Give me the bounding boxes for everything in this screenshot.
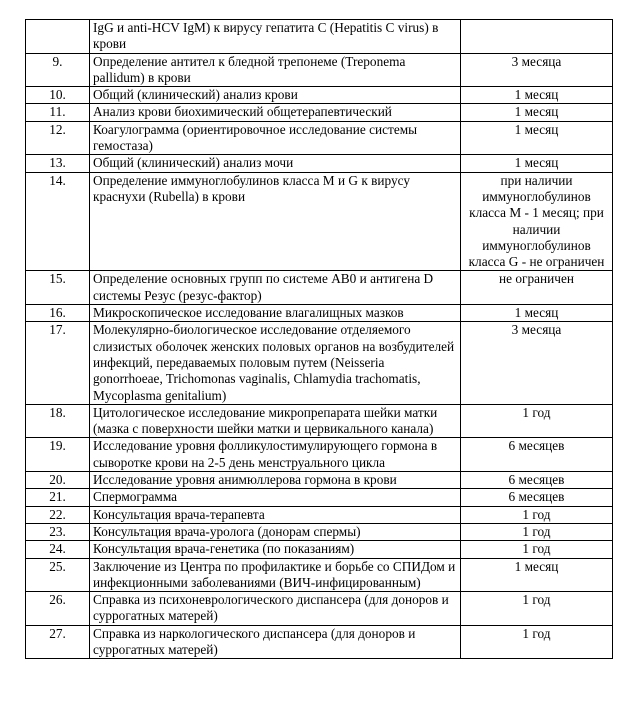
table-row bbox=[26, 523, 613, 540]
row-term: 1 месяц bbox=[461, 121, 613, 155]
row-number: 20. bbox=[26, 472, 90, 489]
row-term: при наличии иммуноглобулинов класса М - 1 месяц; при наличии иммуноглобулинов класса G - не ограничен bbox=[461, 172, 613, 271]
row-name: Консультация врача-уролога (донорам спермы) bbox=[90, 523, 461, 540]
row-term: 6 месяцев bbox=[461, 438, 613, 472]
row-term bbox=[461, 20, 613, 54]
row-name: Микроскопическое исследование влагалищных мазков bbox=[90, 305, 461, 322]
row-term: не ограничен bbox=[461, 271, 613, 305]
row-term: 1 год bbox=[461, 506, 613, 523]
row-term: 1 год bbox=[461, 592, 613, 626]
row-term: 1 месяц bbox=[461, 558, 613, 592]
analysis-validity-table bbox=[25, 19, 613, 659]
table-row bbox=[26, 506, 613, 523]
row-name: Определение антител к бледной трепонеме (Treponema pallidum) в крови bbox=[90, 53, 461, 87]
row-number: 21. bbox=[26, 489, 90, 506]
row-number: 9. bbox=[26, 53, 90, 87]
row-number: 22. bbox=[26, 506, 90, 523]
row-name: Цитологическое исследование микропрепарата шейки матки (мазка с поверхности шейки матки и цервикального канала) bbox=[90, 404, 461, 438]
row-number: 23. bbox=[26, 523, 90, 540]
table-row bbox=[26, 472, 613, 489]
table-row bbox=[26, 305, 613, 322]
row-name: Консультация врача-генетика (по показаниям) bbox=[90, 541, 461, 558]
row-term: 3 месяца bbox=[461, 322, 613, 404]
row-name: Определение иммуноглобулинов класса М и G к вирусу краснухи (Rubella) в крови bbox=[90, 172, 461, 271]
row-number: 10. bbox=[26, 87, 90, 104]
row-name: Справка из наркологического диспансера (для доноров и суррогатных матерей) bbox=[90, 625, 461, 659]
row-number: 25. bbox=[26, 558, 90, 592]
row-number: 27. bbox=[26, 625, 90, 659]
row-name: Общий (клинический) анализ мочи bbox=[90, 155, 461, 172]
table-row bbox=[26, 625, 613, 659]
row-name: Молекулярно-биологическое исследование отделяемого слизистых оболочек женских половых органов на возбудителей инфекций, передаваемых половым путем (Neisseria gonorrhoeae, Trichomonas vaginalis, Chlamydia trachomatis, Mycoplasma genitalium) bbox=[90, 322, 461, 404]
row-term: 1 месяц bbox=[461, 155, 613, 172]
row-number: 17. bbox=[26, 322, 90, 404]
row-name: Общий (клинический) анализ крови bbox=[90, 87, 461, 104]
row-name: Анализ крови биохимический общетерапевтический bbox=[90, 104, 461, 121]
table-row bbox=[26, 558, 613, 592]
row-number: 26. bbox=[26, 592, 90, 626]
table-row bbox=[26, 271, 613, 305]
row-term: 1 год bbox=[461, 541, 613, 558]
row-term: 1 год bbox=[461, 523, 613, 540]
row-term: 1 год bbox=[461, 625, 613, 659]
table-row bbox=[26, 322, 613, 404]
row-term: 1 год bbox=[461, 404, 613, 438]
table-row bbox=[26, 489, 613, 506]
row-name: Справка из психоневрологического диспансера (для доноров и суррогатных матерей) bbox=[90, 592, 461, 626]
row-number: 18. bbox=[26, 404, 90, 438]
table-row bbox=[26, 104, 613, 121]
row-number bbox=[26, 20, 90, 54]
table-row bbox=[26, 592, 613, 626]
row-number: 19. bbox=[26, 438, 90, 472]
row-number: 24. bbox=[26, 541, 90, 558]
row-term: 1 месяц bbox=[461, 87, 613, 104]
table-row bbox=[26, 172, 613, 271]
row-name: IgG и anti-HCV IgM) к вирусу гепатита С (Hepatitis C virus) в крови bbox=[90, 20, 461, 54]
table-row bbox=[26, 404, 613, 438]
row-term: 1 месяц bbox=[461, 104, 613, 121]
table-row bbox=[26, 438, 613, 472]
table-row bbox=[26, 121, 613, 155]
row-name: Спермограмма bbox=[90, 489, 461, 506]
row-number: 13. bbox=[26, 155, 90, 172]
row-name: Исследование уровня анимюллерова гормона в крови bbox=[90, 472, 461, 489]
row-number: 11. bbox=[26, 104, 90, 121]
table-row bbox=[26, 87, 613, 104]
table-row bbox=[26, 20, 613, 54]
row-number: 16. bbox=[26, 305, 90, 322]
row-name: Исследование уровня фолликулостимулирующего гормона в сыворотке крови на 2-5 день менструального цикла bbox=[90, 438, 461, 472]
row-name: Определение основных групп по системе АВ0 и антигена D системы Резус (резус-фактор) bbox=[90, 271, 461, 305]
table-body bbox=[26, 20, 613, 659]
row-term: 3 месяца bbox=[461, 53, 613, 87]
row-number: 15. bbox=[26, 271, 90, 305]
row-term: 1 месяц bbox=[461, 305, 613, 322]
table-row bbox=[26, 541, 613, 558]
table-row bbox=[26, 53, 613, 87]
table-row bbox=[26, 155, 613, 172]
row-number: 12. bbox=[26, 121, 90, 155]
row-name: Консультация врача-терапевта bbox=[90, 506, 461, 523]
row-term: 6 месяцев bbox=[461, 472, 613, 489]
row-name: Коагулограмма (ориентировочное исследование системы гемостаза) bbox=[90, 121, 461, 155]
row-number: 14. bbox=[26, 172, 90, 271]
row-name: Заключение из Центра по профилактике и борьбе со СПИДом и инфекционными заболеваниями (ВИЧ-инфицированным) bbox=[90, 558, 461, 592]
row-term: 6 месяцев bbox=[461, 489, 613, 506]
